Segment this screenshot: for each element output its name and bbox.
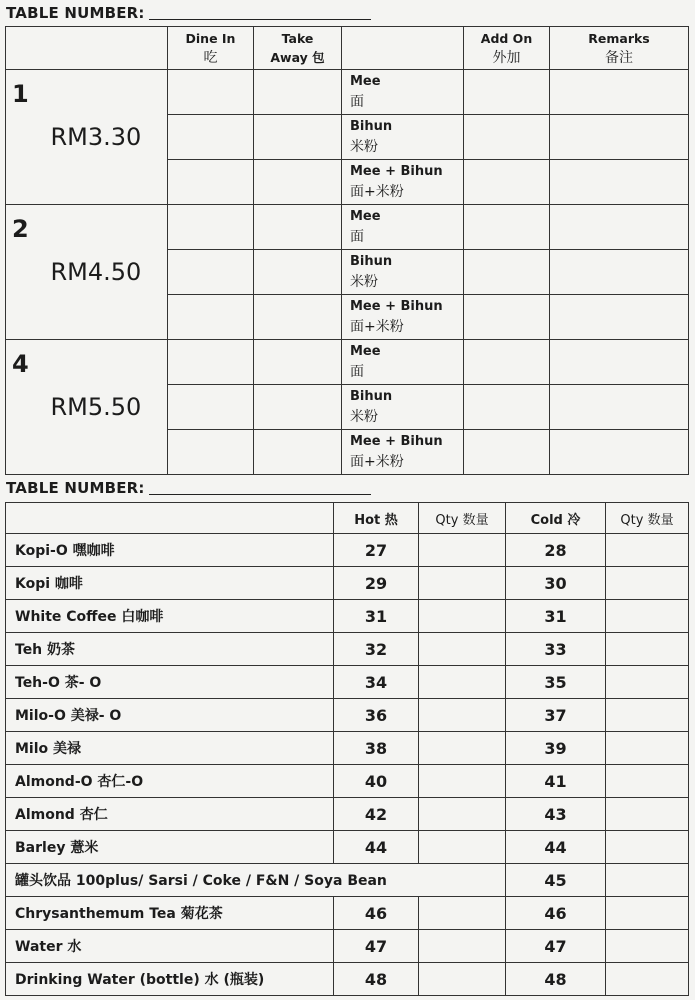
drink-row	[6, 600, 689, 633]
cold-qty-cell[interactable]	[606, 798, 689, 831]
noodle-item	[342, 205, 464, 250]
noodle-item-en: Mee + Bihun	[350, 434, 443, 449]
hot-code: 46	[334, 897, 419, 930]
cold-code: 37	[506, 699, 606, 732]
hot-code: 38	[334, 732, 419, 765]
hot-qty-cell[interactable]	[419, 666, 506, 699]
dine-in-cell[interactable]	[168, 115, 254, 160]
cold-qty-cell[interactable]	[606, 633, 689, 666]
hot-code: 48	[334, 963, 419, 996]
cold-code: 31	[506, 600, 606, 633]
noodle-item	[342, 340, 464, 385]
cold-code: 30	[506, 567, 606, 600]
header-dine-in: Dine In 吃	[168, 27, 254, 70]
add-on-cell[interactable]	[464, 70, 550, 115]
cold-qty-cell[interactable]	[606, 567, 689, 600]
table-number-label-2	[6, 479, 371, 497]
remarks-cell[interactable]	[550, 430, 689, 475]
noodle-item	[342, 70, 464, 115]
add-on-cell[interactable]	[464, 430, 550, 475]
drink-name: Teh-O 茶- O	[6, 666, 334, 699]
drinks-order-table	[5, 502, 689, 996]
hot-qty-cell[interactable]	[419, 765, 506, 798]
drink-row	[6, 732, 689, 765]
noodle-item-en: Bihun	[350, 119, 393, 134]
cold-qty-cell[interactable]	[606, 600, 689, 633]
dine-in-cell[interactable]	[168, 385, 254, 430]
header-drink-name	[6, 503, 334, 534]
cold-qty-cell[interactable]	[606, 864, 689, 897]
hot-qty-cell[interactable]	[419, 897, 506, 930]
drink-row	[6, 930, 689, 963]
remarks-cell[interactable]	[550, 160, 689, 205]
noodle-item	[342, 160, 464, 205]
dine-in-cell[interactable]	[168, 430, 254, 475]
hot-qty-cell[interactable]	[419, 600, 506, 633]
group-number: 4	[6, 340, 43, 475]
cold-code: 44	[506, 831, 606, 864]
noodle-item-en: Mee	[350, 344, 381, 359]
dine-in-cell[interactable]	[168, 160, 254, 205]
take-away-cell[interactable]	[254, 160, 342, 205]
drink-row	[6, 963, 689, 996]
drink-row	[6, 666, 689, 699]
header-cold: Cold 冷	[506, 503, 606, 534]
drink-row	[6, 864, 689, 897]
hot-code: 27	[334, 534, 419, 567]
cold-code: 46	[506, 897, 606, 930]
drink-name: Almond-O 杏仁-O	[6, 765, 334, 798]
hot-code: 34	[334, 666, 419, 699]
noodle-header-row	[6, 27, 689, 70]
remarks-cell[interactable]	[550, 70, 689, 115]
cold-code: 35	[506, 666, 606, 699]
noodle-item-en: Mee + Bihun	[350, 164, 443, 179]
noodle-item-zh: 米粉	[350, 139, 378, 155]
drink-name: White Coffee 白咖啡	[6, 600, 334, 633]
noodle-item-zh: 面+米粉	[350, 184, 404, 200]
noodle-item-en: Mee + Bihun	[350, 299, 443, 314]
hot-code: 47	[334, 930, 419, 963]
table-number-label-1	[6, 4, 371, 22]
noodle-item-zh: 面+米粉	[350, 454, 404, 470]
take-away-cell[interactable]	[254, 115, 342, 160]
noodle-item-zh: 面	[350, 229, 364, 245]
noodle-item-zh: 米粉	[350, 274, 378, 290]
remarks-cell[interactable]	[550, 340, 689, 385]
hot-qty-cell[interactable]	[419, 633, 506, 666]
dine-in-cell[interactable]	[168, 295, 254, 340]
noodle-item-en: Bihun	[350, 254, 393, 269]
remarks-cell[interactable]	[550, 385, 689, 430]
dine-in-cell[interactable]	[168, 205, 254, 250]
noodle-row	[6, 340, 689, 385]
table-number-blank[interactable]	[149, 494, 371, 495]
hot-code: 36	[334, 699, 419, 732]
header-add-on: Add On 外加	[464, 27, 550, 70]
drink-name: Water 水	[6, 930, 334, 963]
take-away-cell[interactable]	[254, 385, 342, 430]
table-number-text: TABLE NUMBER:	[6, 4, 145, 22]
drink-name: Chrysanthemum Tea 菊花茶	[6, 897, 334, 930]
take-away-cell[interactable]	[254, 70, 342, 115]
cold-qty-cell[interactable]	[606, 666, 689, 699]
remarks-cell[interactable]	[550, 205, 689, 250]
add-on-cell[interactable]	[464, 295, 550, 340]
drink-name: Kopi 咖啡	[6, 567, 334, 600]
noodle-item-en: Mee	[350, 209, 381, 224]
cold-code: 48	[506, 963, 606, 996]
drink-row	[6, 831, 689, 864]
add-on-cell[interactable]	[464, 205, 550, 250]
hot-qty-cell[interactable]	[419, 534, 506, 567]
noodle-item	[342, 295, 464, 340]
hot-code: 44	[334, 831, 419, 864]
cold-code: 41	[506, 765, 606, 798]
remarks-cell[interactable]	[550, 295, 689, 340]
add-on-cell[interactable]	[464, 340, 550, 385]
drink-name: 罐头饮品 100plus/ Sarsi / Coke / F&N / Soya Bean	[6, 864, 506, 897]
group-number: 2	[6, 205, 43, 340]
hot-qty-cell[interactable]	[419, 699, 506, 732]
drink-row	[6, 765, 689, 798]
hot-qty-cell[interactable]	[419, 567, 506, 600]
cold-qty-cell[interactable]	[606, 699, 689, 732]
header-hot: Hot 热	[334, 503, 419, 534]
noodle-item-zh: 面+米粉	[350, 319, 404, 335]
cold-qty-cell[interactable]	[606, 732, 689, 765]
add-on-cell[interactable]	[464, 115, 550, 160]
take-away-cell[interactable]	[254, 205, 342, 250]
cold-qty-cell[interactable]	[606, 897, 689, 930]
hot-code: 42	[334, 798, 419, 831]
drink-name: Barley 薏米	[6, 831, 334, 864]
table-number-blank[interactable]	[149, 19, 371, 20]
header-remarks: Remarks 备注	[550, 27, 689, 70]
cold-qty-cell[interactable]	[606, 765, 689, 798]
group-price: RM4.50	[43, 205, 168, 340]
noodle-order-table	[5, 26, 689, 475]
take-away-cell[interactable]	[254, 340, 342, 385]
take-away-cell[interactable]	[254, 295, 342, 340]
add-on-cell[interactable]	[464, 160, 550, 205]
drink-name: Drinking Water (bottle) 水 (瓶装)	[6, 963, 334, 996]
cold-code: 43	[506, 798, 606, 831]
cold-qty-cell[interactable]	[606, 831, 689, 864]
drink-row	[6, 798, 689, 831]
hot-code: 31	[334, 600, 419, 633]
hot-qty-cell[interactable]	[419, 930, 506, 963]
noodle-item-zh: 面	[350, 94, 364, 110]
header-take-away: Take Away 包	[254, 27, 342, 70]
remarks-cell[interactable]	[550, 115, 689, 160]
hot-code: 29	[334, 567, 419, 600]
add-on-cell[interactable]	[464, 385, 550, 430]
cold-code: 39	[506, 732, 606, 765]
add-on-cell[interactable]	[464, 250, 550, 295]
drink-name: Kopi-O 嘿咖啡	[6, 534, 334, 567]
remarks-cell[interactable]	[550, 250, 689, 295]
noodle-item	[342, 430, 464, 475]
dine-in-cell[interactable]	[168, 70, 254, 115]
table-number-text: TABLE NUMBER:	[6, 479, 145, 497]
noodle-item	[342, 250, 464, 295]
cold-qty-cell[interactable]	[606, 963, 689, 996]
hot-qty-cell[interactable]	[419, 831, 506, 864]
take-away-cell[interactable]	[254, 430, 342, 475]
noodle-item-zh: 面	[350, 364, 364, 380]
hot-qty-cell[interactable]	[419, 798, 506, 831]
cold-code: 28	[506, 534, 606, 567]
noodle-item-zh: 米粉	[350, 409, 378, 425]
drink-row	[6, 567, 689, 600]
noodle-row	[6, 205, 689, 250]
noodle-item-en: Bihun	[350, 389, 393, 404]
hot-qty-cell[interactable]	[419, 732, 506, 765]
noodle-row	[6, 70, 689, 115]
hot-code: 32	[334, 633, 419, 666]
drink-row	[6, 897, 689, 930]
drink-row	[6, 534, 689, 567]
noodle-item	[342, 115, 464, 160]
dine-in-cell[interactable]	[168, 340, 254, 385]
cold-code: 47	[506, 930, 606, 963]
group-price: RM3.30	[43, 70, 168, 205]
noodle-item-en: Mee	[350, 74, 381, 89]
drink-name: Milo-O 美禄- O	[6, 699, 334, 732]
cold-qty-cell[interactable]	[606, 930, 689, 963]
hot-code: 40	[334, 765, 419, 798]
drink-row	[6, 633, 689, 666]
header-item-blank	[342, 27, 464, 70]
noodle-item	[342, 385, 464, 430]
drinks-header-row	[6, 503, 689, 534]
drink-name: Almond 杏仁	[6, 798, 334, 831]
cold-qty-cell[interactable]	[606, 534, 689, 567]
hot-qty-cell[interactable]	[419, 963, 506, 996]
cold-code: 45	[506, 864, 606, 897]
drink-row	[6, 699, 689, 732]
header-qty-cold: Qty 数量	[606, 503, 689, 534]
header-qty-hot: Qty 数量	[419, 503, 506, 534]
group-price: RM5.50	[43, 340, 168, 475]
take-away-cell[interactable]	[254, 250, 342, 295]
drink-name: Milo 美禄	[6, 732, 334, 765]
header-blank	[6, 27, 168, 70]
cold-code: 33	[506, 633, 606, 666]
drink-name: Teh 奶茶	[6, 633, 334, 666]
dine-in-cell[interactable]	[168, 250, 254, 295]
group-number: 1	[6, 70, 43, 205]
